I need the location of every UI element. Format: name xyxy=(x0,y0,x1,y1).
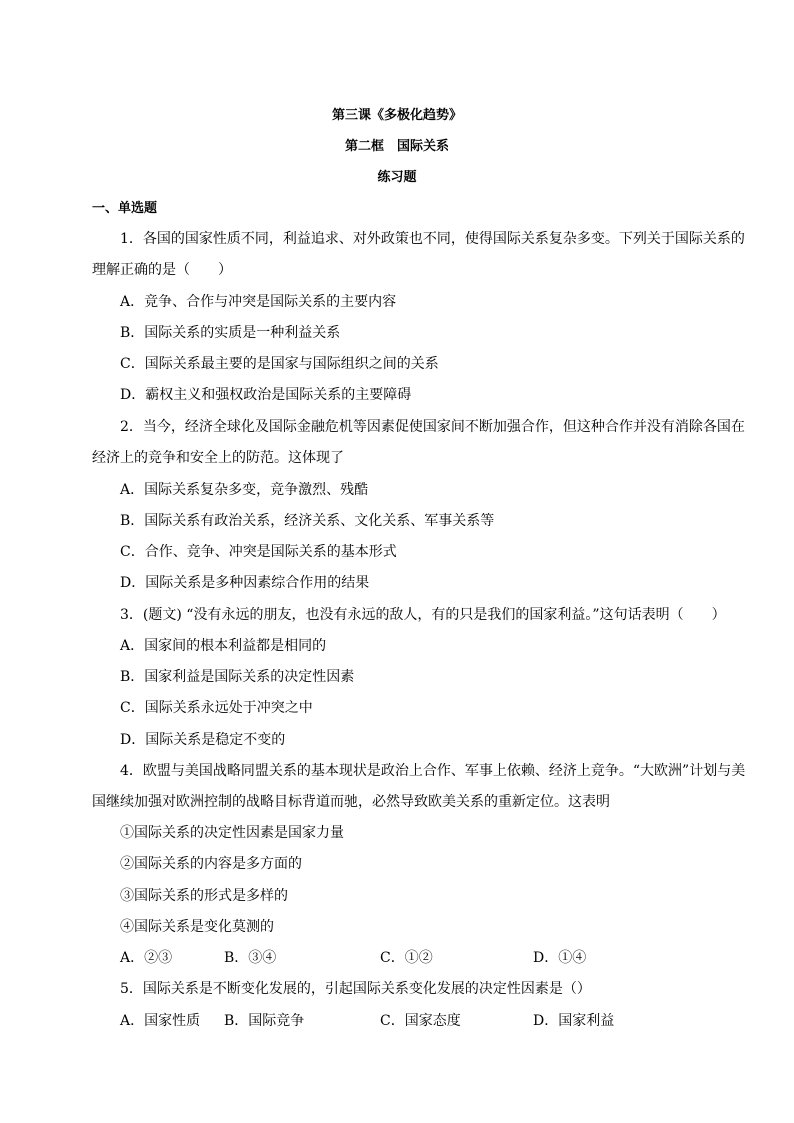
q5-option-a: A．国家性质 xyxy=(120,1013,201,1029)
q1-option-b: B．国际关系的实质是一种利益关系 xyxy=(120,325,341,341)
q3-option-c: C．国际关系永远处于冲突之中 xyxy=(120,700,313,716)
section-heading: 一、单选题 xyxy=(92,201,158,216)
q2-stem-line1: 2．当今，经济全球化及国际金融危机等因素促使国家间不断加强合作，但这种合作并没有消除各国在 xyxy=(120,419,745,435)
doc-subtitle: 第二框 国际关系 xyxy=(344,139,449,154)
q2-stem-line2: 经济上的竞争和安全上的防范。这体现了 xyxy=(92,450,344,466)
doc-subtitle2: 练习题 xyxy=(377,170,417,185)
q4-option-c: C．①② xyxy=(380,950,433,966)
q4-stem-line2: 国继续加强对欧洲控制的战略目标背道而驰，必然导致欧美关系的重新定位。这表明 xyxy=(92,794,610,810)
doc-title: 第三课《多极化趋势》 xyxy=(331,108,462,123)
q3-stem-line1: 3．(题文) “没有永远的朋友，也没有永远的敌人，有的只是我们的国家利益。”这句话表明（ ） xyxy=(120,607,726,623)
q1-stem-line2: 理解正确的是（ ） xyxy=(92,262,232,278)
q4-stem-line1: 4．欧盟与美国战略同盟关系的基本现状是政治上合作、军事上依赖、经济上竞争。“大欧洲”计划与美 xyxy=(120,763,746,779)
q1-option-d: D．霸权主义和强权政治是国际关系的主要障碍 xyxy=(120,387,412,403)
q4-statement-3: ③国际关系的形式是多样的 xyxy=(120,888,288,904)
q4-option-d: D．①④ xyxy=(533,950,587,966)
q4-option-b: B．③④ xyxy=(224,950,277,966)
q5-stem-line1: 5．国际关系是不断变化发展的，引起国际关系变化发展的决定性因素是（） xyxy=(120,981,591,997)
q3-option-d: D．国际关系是稳定不变的 xyxy=(120,732,286,748)
q2-option-b: B．国际关系有政治关系，经济关系、文化关系、军事关系等 xyxy=(120,513,495,529)
q4-statement-4: ④国际关系是变化莫测的 xyxy=(120,919,274,935)
q5-option-b: B．国际竞争 xyxy=(224,1013,305,1029)
q1-stem-line1: 1．各国的国家性质不同，利益追求、对外政策也不同，使得国际关系复杂多变。下列关于国际关系的 xyxy=(120,231,745,247)
q1-option-a: A．竞争、合作与冲突是国际关系的主要内容 xyxy=(120,294,397,310)
q5-option-c: C．国家态度 xyxy=(380,1013,461,1029)
q2-option-c: C．合作、竞争、冲突是国际关系的基本形式 xyxy=(120,544,397,560)
q4-statement-2: ②国际关系的内容是多方面的 xyxy=(120,856,302,872)
q4-statement-1: ①国际关系的决定性因素是国家力量 xyxy=(120,825,344,841)
q2-option-d: D．国际关系是多种因素综合作用的结果 xyxy=(120,575,370,591)
q3-option-b: B．国家利益是国际关系的决定性因素 xyxy=(120,669,355,685)
q1-option-c: C．国际关系最主要的是国家与国际组织之间的关系 xyxy=(120,356,439,372)
q5-option-d: D．国家利益 xyxy=(533,1013,615,1029)
q3-option-a: A．国家间的根本利益都是相同的 xyxy=(120,638,327,654)
q4-option-a: A．②③ xyxy=(120,950,173,966)
q2-option-a: A．国际关系复杂多变，竞争激烈、残酷 xyxy=(120,482,369,498)
